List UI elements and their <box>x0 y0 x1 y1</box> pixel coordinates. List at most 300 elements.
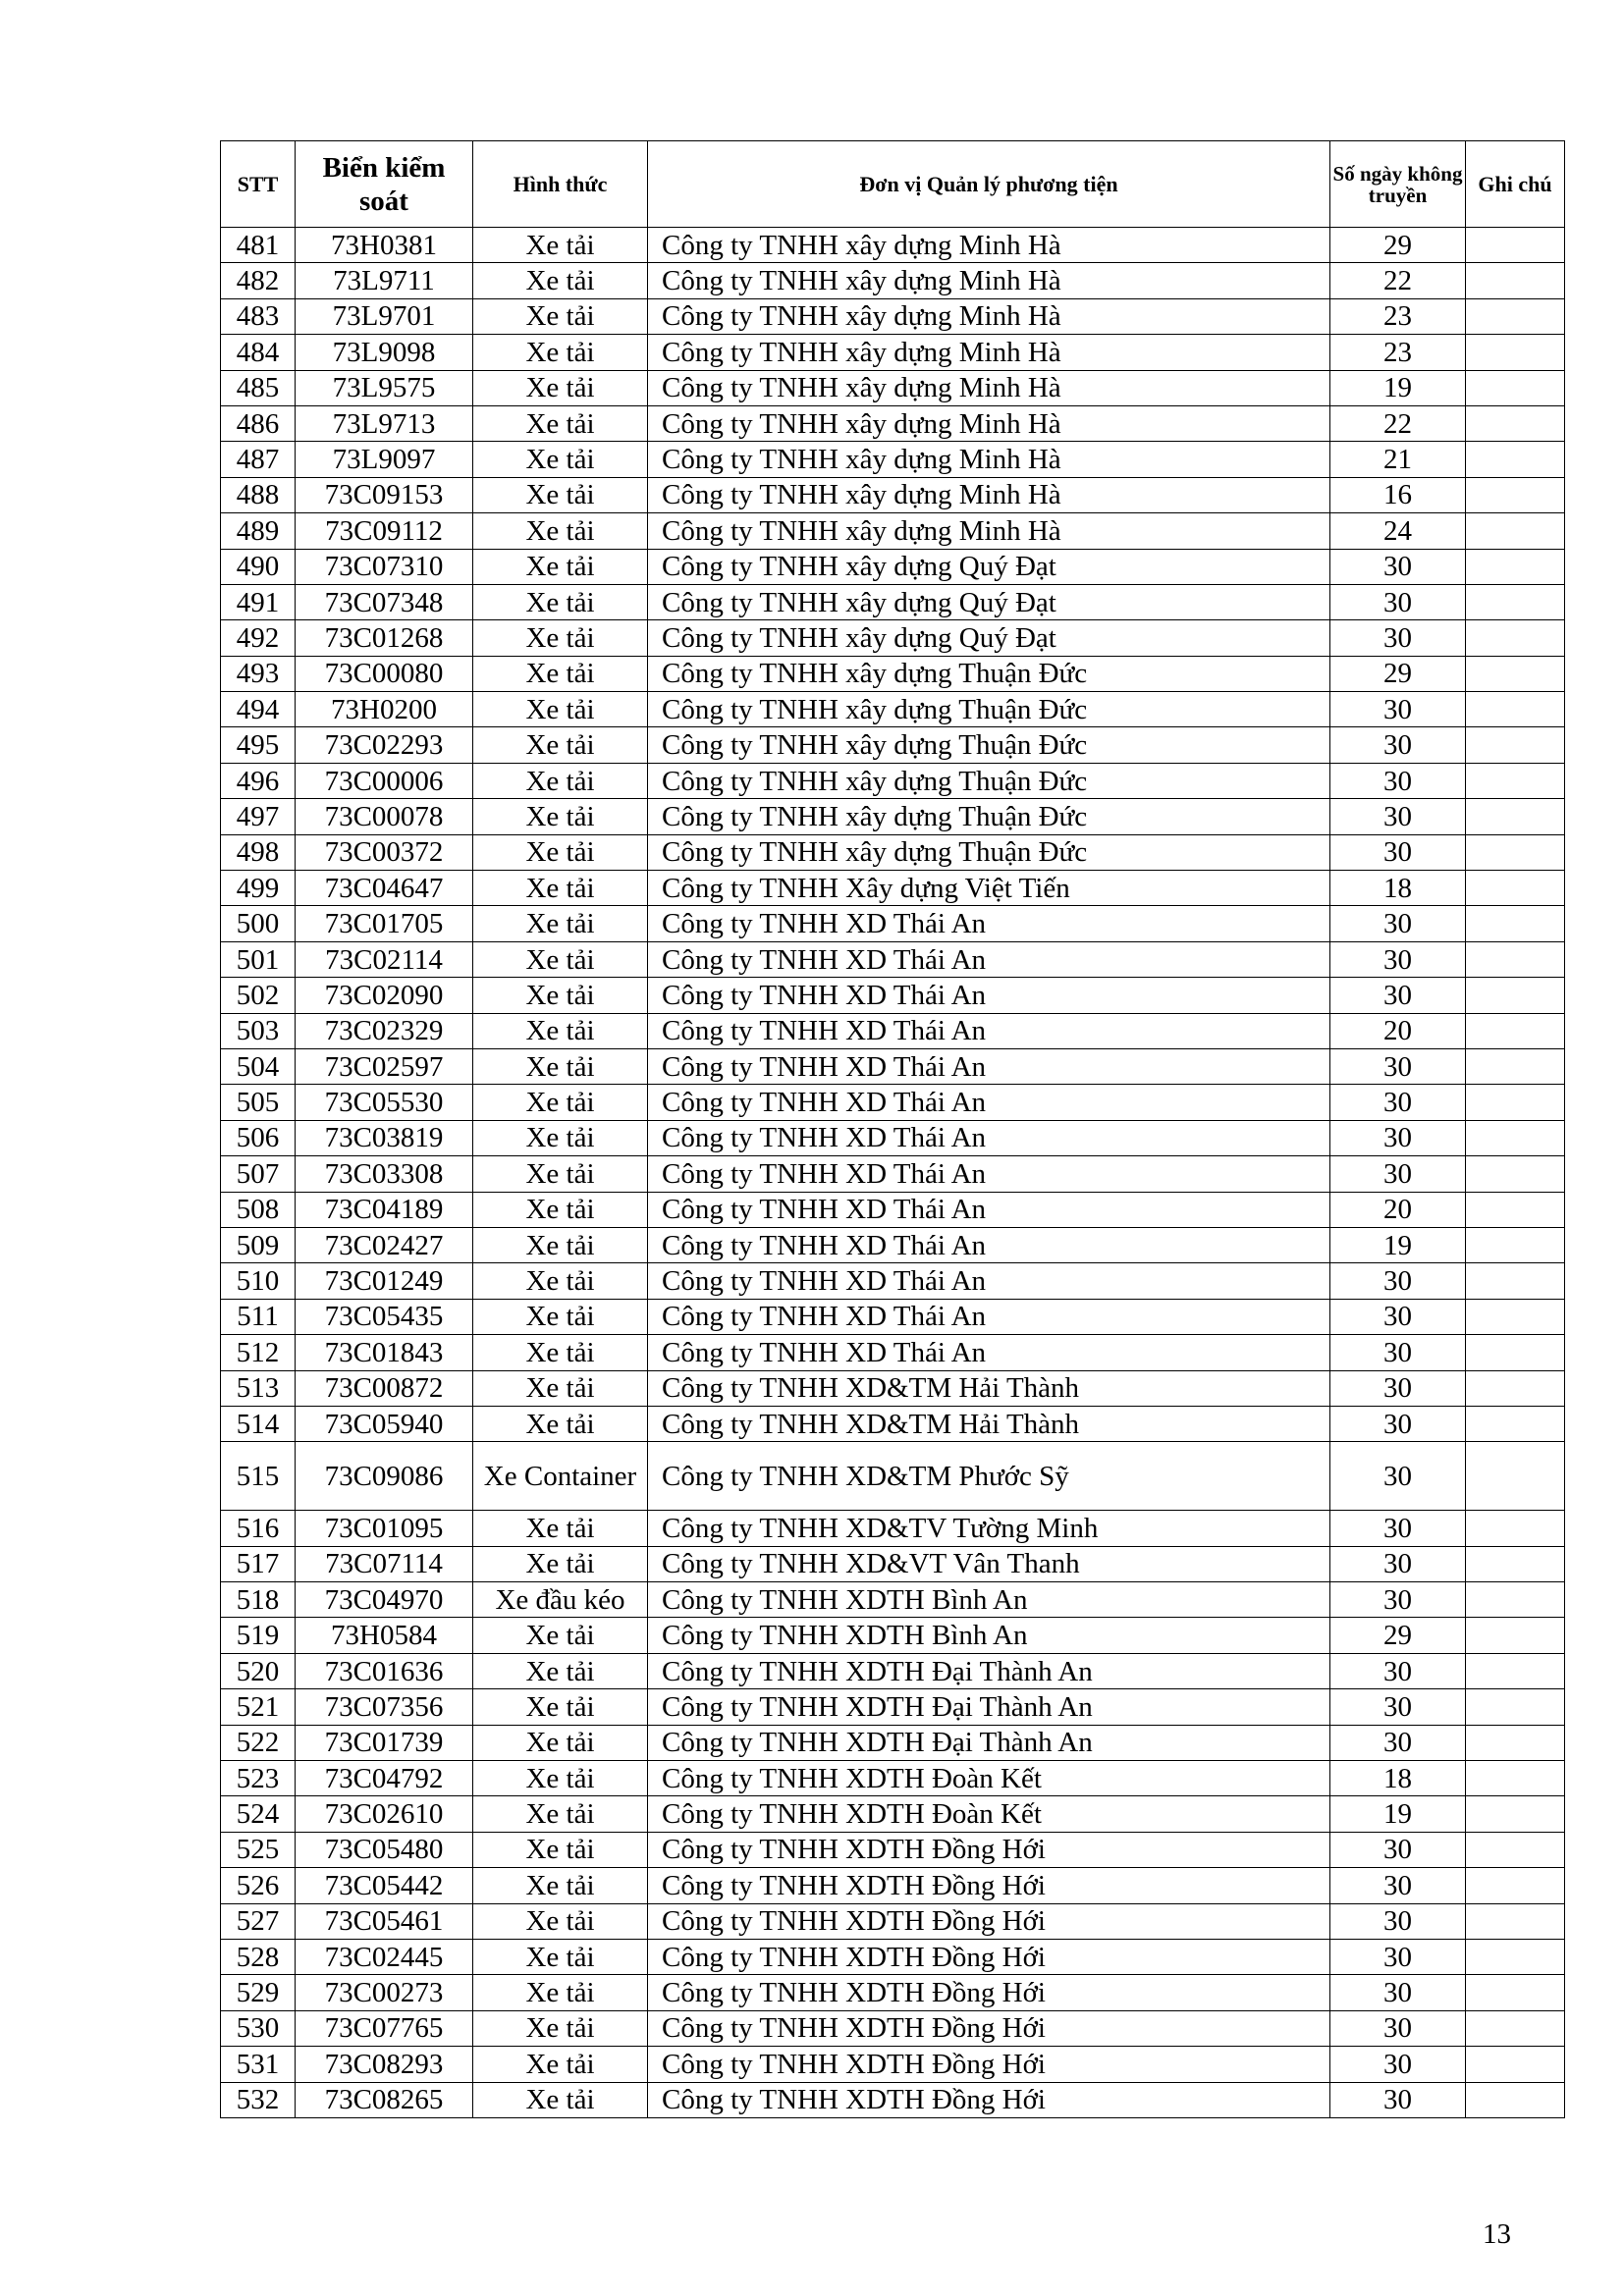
cell-stt: 506 <box>221 1120 296 1155</box>
cell-stt: 516 <box>221 1511 296 1546</box>
cell-unit: Công ty TNHH XDTH Đại Thành An <box>648 1689 1330 1725</box>
table-row <box>221 1582 1565 1618</box>
table-row <box>221 620 1565 656</box>
cell-plate: 73L9575 <box>296 370 473 405</box>
cell-note <box>1466 442 1565 477</box>
table-row <box>221 692 1565 727</box>
cell-stt: 482 <box>221 263 296 298</box>
table-row <box>221 2010 1565 2046</box>
cell-type: Xe tải <box>473 1689 648 1725</box>
cell-days: 30 <box>1330 1653 1466 1688</box>
cell-unit: Công ty TNHH xây dựng Thuận Đức <box>648 763 1330 798</box>
table-row <box>221 1796 1565 1832</box>
cell-days: 23 <box>1330 335 1466 370</box>
cell-days: 30 <box>1330 1939 1466 1974</box>
table-row <box>221 370 1565 405</box>
cell-type: Xe tải <box>473 1048 648 1084</box>
cell-plate: 73C05940 <box>296 1406 473 1441</box>
cell-unit: Công ty TNHH xây dựng Minh Hà <box>648 442 1330 477</box>
cell-note <box>1466 477 1565 512</box>
cell-unit: Công ty TNHH xây dựng Quý Đạt <box>648 620 1330 656</box>
page-number: 13 <box>1483 2218 1511 2250</box>
cell-days: 22 <box>1330 263 1466 298</box>
cell-type: Xe tải <box>473 1725 648 1760</box>
cell-days: 24 <box>1330 513 1466 549</box>
cell-note <box>1466 871 1565 906</box>
cell-unit: Công ty TNHH XD Thái An <box>648 1085 1330 1120</box>
cell-note <box>1466 1618 1565 1653</box>
cell-stt: 485 <box>221 370 296 405</box>
cell-plate: 73L9097 <box>296 442 473 477</box>
cell-stt: 501 <box>221 941 296 977</box>
table-row <box>221 1761 1565 1796</box>
cell-days: 30 <box>1330 799 1466 834</box>
cell-stt: 498 <box>221 834 296 870</box>
table-row <box>221 978 1565 1013</box>
cell-plate: 73C09153 <box>296 477 473 512</box>
cell-days: 30 <box>1330 1442 1466 1511</box>
cell-stt: 493 <box>221 656 296 691</box>
cell-days: 30 <box>1330 692 1466 727</box>
cell-type: Xe tải <box>473 1013 648 1048</box>
cell-unit: Công ty TNHH xây dựng Minh Hà <box>648 335 1330 370</box>
cell-unit: Công ty TNHH xây dựng Minh Hà <box>648 513 1330 549</box>
cell-type: Xe tải <box>473 1796 648 1832</box>
cell-unit: Công ty TNHH xây dựng Thuận Đức <box>648 656 1330 691</box>
cell-unit: Công ty TNHH xây dựng Minh Hà <box>648 405 1330 441</box>
cell-note <box>1466 1299 1565 1334</box>
header-type: Hình thức <box>473 141 648 228</box>
table-row <box>221 1406 1565 1441</box>
cell-unit: Công ty TNHH xây dựng Thuận Đức <box>648 799 1330 834</box>
cell-unit: Công ty TNHH XD Thái An <box>648 906 1330 941</box>
header-stt: STT <box>221 141 296 228</box>
cell-type: Xe tải <box>473 1370 648 1406</box>
cell-stt: 510 <box>221 1263 296 1299</box>
cell-stt: 484 <box>221 335 296 370</box>
cell-unit: Công ty TNHH XD Thái An <box>648 1263 1330 1299</box>
table-row <box>221 2082 1565 2117</box>
cell-plate: 73C04647 <box>296 871 473 906</box>
cell-days: 19 <box>1330 1796 1466 1832</box>
cell-type: Xe tải <box>473 1761 648 1796</box>
cell-stt: 532 <box>221 2082 296 2117</box>
table-row <box>221 1868 1565 1903</box>
table-row <box>221 1939 1565 1974</box>
table-row <box>221 834 1565 870</box>
cell-note <box>1466 263 1565 298</box>
cell-stt: 492 <box>221 620 296 656</box>
cell-plate: 73C05461 <box>296 1903 473 1939</box>
cell-note <box>1466 1761 1565 1796</box>
table-row <box>221 1299 1565 1334</box>
cell-unit: Công ty TNHH XDTH Đồng Hới <box>648 2010 1330 2046</box>
cell-unit: Công ty TNHH xây dựng Minh Hà <box>648 370 1330 405</box>
cell-note <box>1466 2082 1565 2117</box>
cell-type: Xe tải <box>473 2010 648 2046</box>
cell-plate: 73C07765 <box>296 2010 473 2046</box>
cell-days: 30 <box>1330 1299 1466 1334</box>
cell-days: 29 <box>1330 1618 1466 1653</box>
cell-days: 30 <box>1330 1689 1466 1725</box>
cell-plate: 73C01268 <box>296 620 473 656</box>
table-row <box>221 1903 1565 1939</box>
cell-plate: 73H0200 <box>296 692 473 727</box>
cell-plate: 73C04189 <box>296 1192 473 1227</box>
cell-stt: 520 <box>221 1653 296 1688</box>
cell-stt: 495 <box>221 727 296 763</box>
cell-days: 30 <box>1330 1832 1466 1867</box>
cell-plate: 73C01705 <box>296 906 473 941</box>
table-row <box>221 298 1565 334</box>
cell-unit: Công ty TNHH XDTH Đồng Hới <box>648 1903 1330 1939</box>
cell-days: 30 <box>1330 978 1466 1013</box>
cell-type: Xe tải <box>473 1156 648 1192</box>
cell-days: 29 <box>1330 656 1466 691</box>
cell-stt: 529 <box>221 1975 296 2010</box>
cell-note <box>1466 1725 1565 1760</box>
cell-unit: Công ty TNHH XDTH Đoàn Kết <box>648 1761 1330 1796</box>
cell-plate: 73C05530 <box>296 1085 473 1120</box>
cell-unit: Công ty TNHH XD Thái An <box>648 1156 1330 1192</box>
table-row <box>221 727 1565 763</box>
cell-unit: Công ty TNHH XD Thái An <box>648 941 1330 977</box>
cell-note <box>1466 405 1565 441</box>
cell-note <box>1466 1263 1565 1299</box>
cell-stt: 524 <box>221 1796 296 1832</box>
cell-plate: 73L9098 <box>296 335 473 370</box>
cell-stt: 496 <box>221 763 296 798</box>
cell-stt: 522 <box>221 1725 296 1760</box>
cell-unit: Công ty TNHH xây dựng Minh Hà <box>648 263 1330 298</box>
cell-type: Xe tải <box>473 620 648 656</box>
cell-type: Xe đầu kéo <box>473 1582 648 1618</box>
cell-unit: Công ty TNHH Xây dựng Việt Tiến <box>648 871 1330 906</box>
cell-days: 30 <box>1330 1085 1466 1120</box>
cell-note <box>1466 1227 1565 1262</box>
table-row <box>221 1975 1565 2010</box>
cell-days: 30 <box>1330 2047 1466 2082</box>
cell-plate: 73C01249 <box>296 1263 473 1299</box>
cell-plate: 73C07348 <box>296 584 473 619</box>
cell-plate: 73C01636 <box>296 1653 473 1688</box>
cell-unit: Công ty TNHH xây dựng Quý Đạt <box>648 584 1330 619</box>
cell-days: 30 <box>1330 620 1466 656</box>
cell-stt: 530 <box>221 2010 296 2046</box>
table-row <box>221 656 1565 691</box>
table-row <box>221 1048 1565 1084</box>
cell-stt: 515 <box>221 1442 296 1511</box>
cell-type: Xe Container <box>473 1442 648 1511</box>
cell-days: 30 <box>1330 2010 1466 2046</box>
cell-plate: 73H0381 <box>296 228 473 263</box>
cell-plate: 73C02114 <box>296 941 473 977</box>
cell-note <box>1466 763 1565 798</box>
cell-note <box>1466 656 1565 691</box>
cell-plate: 73C07114 <box>296 1546 473 1581</box>
cell-unit: Công ty TNHH XD Thái An <box>648 1192 1330 1227</box>
cell-type: Xe tải <box>473 477 648 512</box>
cell-type: Xe tải <box>473 799 648 834</box>
cell-type: Xe tải <box>473 1975 648 2010</box>
table-row <box>221 335 1565 370</box>
cell-days: 30 <box>1330 1406 1466 1441</box>
cell-stt: 497 <box>221 799 296 834</box>
cell-plate: 73C00078 <box>296 799 473 834</box>
cell-note <box>1466 1120 1565 1155</box>
table-row <box>221 513 1565 549</box>
table-row <box>221 1511 1565 1546</box>
cell-plate: 73C08293 <box>296 2047 473 2082</box>
cell-stt: 499 <box>221 871 296 906</box>
cell-plate: 73C09086 <box>296 1442 473 1511</box>
cell-plate: 73C08265 <box>296 2082 473 2117</box>
cell-stt: 504 <box>221 1048 296 1084</box>
cell-stt: 509 <box>221 1227 296 1262</box>
table-row <box>221 442 1565 477</box>
cell-stt: 528 <box>221 1939 296 1974</box>
cell-type: Xe tải <box>473 941 648 977</box>
cell-stt: 505 <box>221 1085 296 1120</box>
table-row <box>221 1120 1565 1155</box>
cell-days: 30 <box>1330 1048 1466 1084</box>
cell-days: 18 <box>1330 871 1466 906</box>
cell-unit: Công ty TNHH xây dựng Minh Hà <box>648 477 1330 512</box>
cell-type: Xe tải <box>473 1903 648 1939</box>
cell-stt: 508 <box>221 1192 296 1227</box>
cell-type: Xe tải <box>473 1546 648 1581</box>
table-row <box>221 1442 1565 1511</box>
cell-days: 20 <box>1330 1192 1466 1227</box>
cell-plate: 73C00372 <box>296 834 473 870</box>
table-row <box>221 1546 1565 1581</box>
table-row <box>221 1335 1565 1370</box>
cell-stt: 526 <box>221 1868 296 1903</box>
cell-note <box>1466 1653 1565 1688</box>
cell-plate: 73C00080 <box>296 656 473 691</box>
table-row <box>221 1013 1565 1048</box>
cell-type: Xe tải <box>473 442 648 477</box>
cell-note <box>1466 513 1565 549</box>
cell-stt: 494 <box>221 692 296 727</box>
header-plate: Biển kiểm soát <box>296 141 473 228</box>
cell-type: Xe tải <box>473 549 648 584</box>
table-row <box>221 1725 1565 1760</box>
cell-type: Xe tải <box>473 1192 648 1227</box>
cell-plate: 73C00872 <box>296 1370 473 1406</box>
cell-type: Xe tải <box>473 834 648 870</box>
cell-unit: Công ty TNHH xây dựng Thuận Đức <box>648 834 1330 870</box>
table-row <box>221 906 1565 941</box>
cell-note <box>1466 1832 1565 1867</box>
cell-type: Xe tải <box>473 906 648 941</box>
cell-type: Xe tải <box>473 1335 648 1370</box>
table-row <box>221 799 1565 834</box>
cell-plate: 73C00273 <box>296 1975 473 2010</box>
cell-unit: Công ty TNHH XD Thái An <box>648 978 1330 1013</box>
cell-note <box>1466 1546 1565 1581</box>
table-row <box>221 1156 1565 1192</box>
cell-plate: 73C02090 <box>296 978 473 1013</box>
cell-type: Xe tải <box>473 1406 648 1441</box>
cell-stt: 502 <box>221 978 296 1013</box>
cell-plate: 73C01739 <box>296 1725 473 1760</box>
cell-note <box>1466 298 1565 334</box>
cell-days: 30 <box>1330 1903 1466 1939</box>
cell-note <box>1466 1442 1565 1511</box>
cell-note <box>1466 978 1565 1013</box>
cell-plate: 73C00006 <box>296 763 473 798</box>
cell-type: Xe tải <box>473 763 648 798</box>
cell-unit: Công ty TNHH XDTH Đồng Hới <box>648 2082 1330 2117</box>
table-row <box>221 2047 1565 2082</box>
cell-type: Xe tải <box>473 584 648 619</box>
cell-plate: 73C05435 <box>296 1299 473 1334</box>
cell-plate: 73C02445 <box>296 1939 473 1974</box>
cell-stt: 531 <box>221 2047 296 2082</box>
cell-days: 23 <box>1330 298 1466 334</box>
cell-stt: 517 <box>221 1546 296 1581</box>
cell-unit: Công ty TNHH XD Thái An <box>648 1013 1330 1048</box>
table-row <box>221 1263 1565 1299</box>
cell-type: Xe tải <box>473 656 648 691</box>
table-row <box>221 549 1565 584</box>
cell-stt: 483 <box>221 298 296 334</box>
cell-days: 19 <box>1330 1227 1466 1262</box>
cell-days: 30 <box>1330 1263 1466 1299</box>
cell-stt: 507 <box>221 1156 296 1192</box>
cell-note <box>1466 549 1565 584</box>
cell-stt: 512 <box>221 1335 296 1370</box>
cell-type: Xe tải <box>473 1832 648 1867</box>
table-header-row <box>221 141 1565 228</box>
cell-note <box>1466 834 1565 870</box>
table-body <box>221 228 1565 2118</box>
cell-days: 30 <box>1330 1582 1466 1618</box>
cell-stt: 514 <box>221 1406 296 1441</box>
cell-unit: Công ty TNHH XDTH Đồng Hới <box>648 2047 1330 2082</box>
cell-note <box>1466 1903 1565 1939</box>
cell-type: Xe tải <box>473 405 648 441</box>
cell-unit: Công ty TNHH XDTH Đồng Hới <box>648 1832 1330 1867</box>
cell-plate: 73C02427 <box>296 1227 473 1262</box>
cell-stt: 487 <box>221 442 296 477</box>
cell-unit: Công ty TNHH XD&TM Hải Thành <box>648 1370 1330 1406</box>
cell-type: Xe tải <box>473 727 648 763</box>
cell-note <box>1466 1013 1565 1048</box>
cell-note <box>1466 1796 1565 1832</box>
cell-days: 30 <box>1330 1511 1466 1546</box>
cell-note <box>1466 1511 1565 1546</box>
cell-plate: 73C02610 <box>296 1796 473 1832</box>
table-row <box>221 1192 1565 1227</box>
cell-days: 30 <box>1330 906 1466 941</box>
cell-days: 18 <box>1330 1761 1466 1796</box>
cell-type: Xe tải <box>473 1868 648 1903</box>
cell-stt: 519 <box>221 1618 296 1653</box>
cell-stt: 481 <box>221 228 296 263</box>
table-row <box>221 263 1565 298</box>
cell-plate: 73C04792 <box>296 1761 473 1796</box>
cell-unit: Công ty TNHH XD&TM Hải Thành <box>648 1406 1330 1441</box>
cell-note <box>1466 727 1565 763</box>
cell-note <box>1466 1868 1565 1903</box>
cell-stt: 491 <box>221 584 296 619</box>
cell-note <box>1466 335 1565 370</box>
cell-days: 30 <box>1330 727 1466 763</box>
cell-stt: 490 <box>221 549 296 584</box>
cell-plate: 73C01843 <box>296 1335 473 1370</box>
cell-days: 21 <box>1330 442 1466 477</box>
cell-plate: 73C02293 <box>296 727 473 763</box>
cell-stt: 489 <box>221 513 296 549</box>
table-row <box>221 871 1565 906</box>
cell-unit: Công ty TNHH XDTH Bình An <box>648 1582 1330 1618</box>
cell-days: 30 <box>1330 763 1466 798</box>
cell-note <box>1466 1370 1565 1406</box>
cell-type: Xe tải <box>473 1263 648 1299</box>
cell-note <box>1466 2047 1565 2082</box>
cell-note <box>1466 228 1565 263</box>
cell-stt: 523 <box>221 1761 296 1796</box>
cell-note <box>1466 2010 1565 2046</box>
cell-unit: Công ty TNHH XD Thái An <box>648 1227 1330 1262</box>
table-row <box>221 763 1565 798</box>
cell-days: 29 <box>1330 228 1466 263</box>
cell-stt: 488 <box>221 477 296 512</box>
cell-type: Xe tải <box>473 370 648 405</box>
cell-note <box>1466 1939 1565 1974</box>
cell-unit: Công ty TNHH XDTH Đồng Hới <box>648 1975 1330 2010</box>
cell-days: 30 <box>1330 1975 1466 2010</box>
table-row <box>221 1832 1565 1867</box>
cell-note <box>1466 1156 1565 1192</box>
cell-plate: 73C03308 <box>296 1156 473 1192</box>
cell-unit: Công ty TNHH XDTH Đại Thành An <box>648 1653 1330 1688</box>
cell-note <box>1466 370 1565 405</box>
cell-days: 30 <box>1330 1546 1466 1581</box>
cell-plate: 73C07310 <box>296 549 473 584</box>
table-row <box>221 405 1565 441</box>
cell-unit: Công ty TNHH xây dựng Minh Hà <box>648 228 1330 263</box>
cell-unit: Công ty TNHH XDTH Bình An <box>648 1618 1330 1653</box>
cell-type: Xe tải <box>473 871 648 906</box>
cell-unit: Công ty TNHH xây dựng Quý Đạt <box>648 549 1330 584</box>
cell-type: Xe tải <box>473 298 648 334</box>
table-row <box>221 584 1565 619</box>
table-row <box>221 1618 1565 1653</box>
cell-note <box>1466 1689 1565 1725</box>
cell-plate: 73C05442 <box>296 1868 473 1903</box>
vehicle-table <box>220 140 1565 2118</box>
cell-days: 30 <box>1330 549 1466 584</box>
cell-type: Xe tải <box>473 1227 648 1262</box>
cell-unit: Công ty TNHH XDTH Đồng Hới <box>648 1939 1330 1974</box>
cell-plate: 73L9713 <box>296 405 473 441</box>
cell-stt: 518 <box>221 1582 296 1618</box>
cell-unit: Công ty TNHH xây dựng Thuận Đức <box>648 692 1330 727</box>
header-note: Ghi chú <box>1466 141 1565 228</box>
cell-stt: 500 <box>221 906 296 941</box>
cell-days: 30 <box>1330 834 1466 870</box>
cell-type: Xe tải <box>473 1299 648 1334</box>
table-row <box>221 1227 1565 1262</box>
cell-stt: 521 <box>221 1689 296 1725</box>
cell-stt: 513 <box>221 1370 296 1406</box>
header-days: Số ngày không truyền <box>1330 141 1466 228</box>
cell-days: 30 <box>1330 584 1466 619</box>
cell-days: 30 <box>1330 1120 1466 1155</box>
